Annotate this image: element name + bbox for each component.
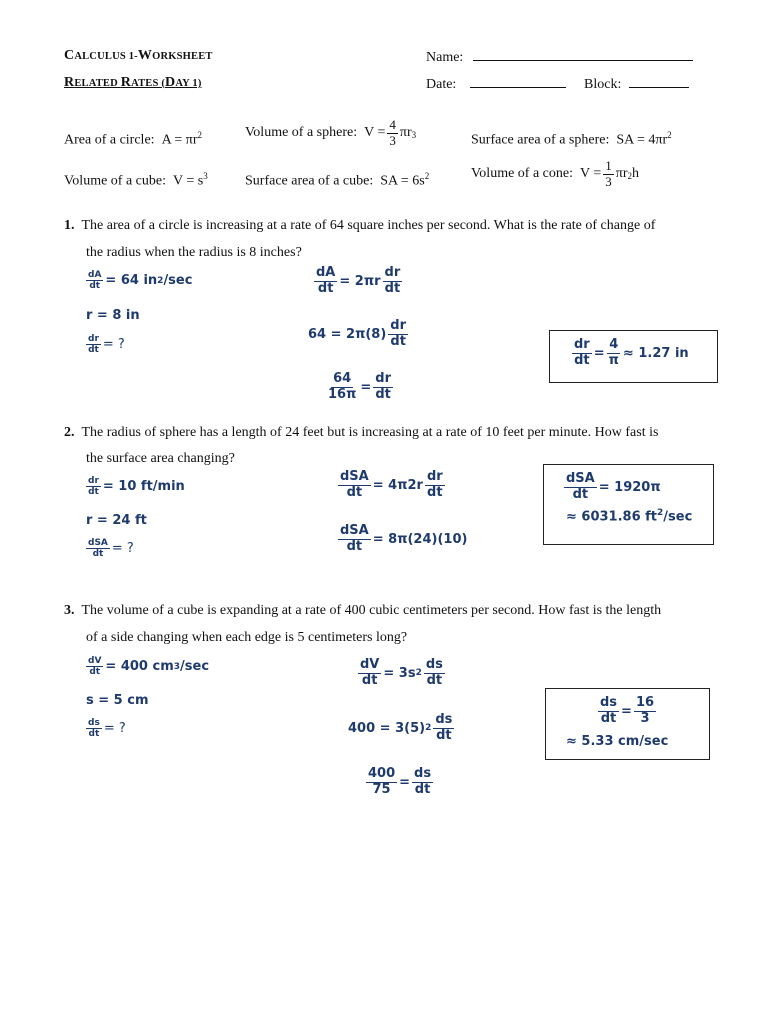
p1-work-step1: $\frac{dA}{dt}$ = 2πr $\frac{dr}{dt}$ [316,265,401,296]
p3-given-side: s = 5 cm [86,693,149,708]
p1-unknown: $\frac{dr}{dt}$ = ? [88,334,125,356]
p3-unknown: $\frac{ds}{dt}$ = ? [88,718,126,740]
p1-given-radius: r = 8 in [86,308,140,323]
p3-answer-line1: $\frac{ds}{dt}$ = $\frac{16}{3}$ [600,695,655,726]
p2-given-radius: r = 24 ft [86,513,147,528]
date-label: Date: [426,77,457,92]
p2-given-rate: $\frac{dr}{dt}$ = 10 ft/min [88,476,185,498]
problem-1-text-line1: 1. The area of a circle is increasing at a rate of 64 square inches per second. What is the rate of change of [64,218,656,233]
problem-1-text-line2: the radius when the radius is 8 inches? [86,245,302,260]
p3-given-rate: $\frac{dV}{dt}$ = 400 cm 3 /sec [88,656,210,678]
formula-cube-volume: Volume of a cube: $V = s^3$ [64,171,208,189]
formula-cube-surface-area: Surface area of a cube: SA = $6s^2$ [245,171,430,189]
p3-work-step1: $\frac{dV}{dt}$ = 3s 2 $\frac{ds}{dt}$ [360,657,443,688]
formula-circle-area: Area of a circle: $A = \pi r^2$ [64,130,203,148]
p3-work-step2: 400 = 3(5) 2 $\frac{ds}{dt}$ [348,712,453,743]
formula-sphere-surface-area: Surface area of a sphere: SA = $4\pi r^2$ [471,130,672,148]
p2-answer-line2: ≈ 6031.86 $ft^2/\sec$ [566,508,693,525]
p1-work-step2: 64 = 2π(8) $\frac{dr}{dt}$ [308,318,407,349]
p1-given-rate: $\frac{dA}{dt}$ = 64 in 2 /sec [88,270,193,292]
block-label: Block: [584,77,622,92]
name-label: Name: [426,50,464,65]
p1-answer: $\frac{dr}{dt}$ = $\frac{4}{\pi}$ ≈ 1.27 in [574,337,689,368]
worksheet-subtitle: RELATED RATES (DAY 1) [64,75,202,90]
p2-answer-line1: $\frac{\text{dSA}}{dt}$ = 1920π [566,471,661,502]
problem-2-text-line1: 2. The radius of sphere has a length of 24 feet but is increasing at a rate of 10 feet per minute. How fast is [64,425,659,440]
problem-2-text-line2: the surface area changing? [86,451,235,466]
name-blank[interactable] [473,48,693,61]
p2-unknown: $\frac{\text{dSA}}{dt}$ = ? [88,538,134,560]
problem-3-text-line2: of a side changing when each edge is 5 centimeters long? [86,630,408,645]
worksheet-title: CALCULUS 1-WORKSHEET [64,48,213,63]
p3-work-step3: $\frac{400}{75}$ = $\frac{ds}{dt}$ [368,766,432,797]
date-field [426,75,566,93]
problem-3-text-line1: 3. The volume of a cube is expanding at a rate of 400 cubic centimeters per second. How fast is the length [64,603,662,618]
p2-work-step2: $\frac{\text{dSA}}{dt}$ = 8π(24)(10) [340,523,468,554]
p3-answer-line2: ≈ 5.33 cm/sec [566,734,669,749]
block-field [584,75,689,93]
p2-work-step1: $\frac{\text{dSA}}{dt}$ = 4π2r $\frac{dr}{dt}$ [340,469,443,500]
formula-sphere-volume: Volume of a sphere: V = $\frac{4}{3}$ πr 3 [245,117,417,148]
formula-cone-volume: Volume of a cone: V = $\frac{1}{3}$ πr 2 h [471,158,639,189]
block-blank[interactable] [629,75,689,88]
p1-work-step3: $\frac{64}{16\pi}$ = $\frac{dr}{dt}$ [328,371,391,402]
name-field [426,48,693,66]
date-blank[interactable] [470,75,566,88]
